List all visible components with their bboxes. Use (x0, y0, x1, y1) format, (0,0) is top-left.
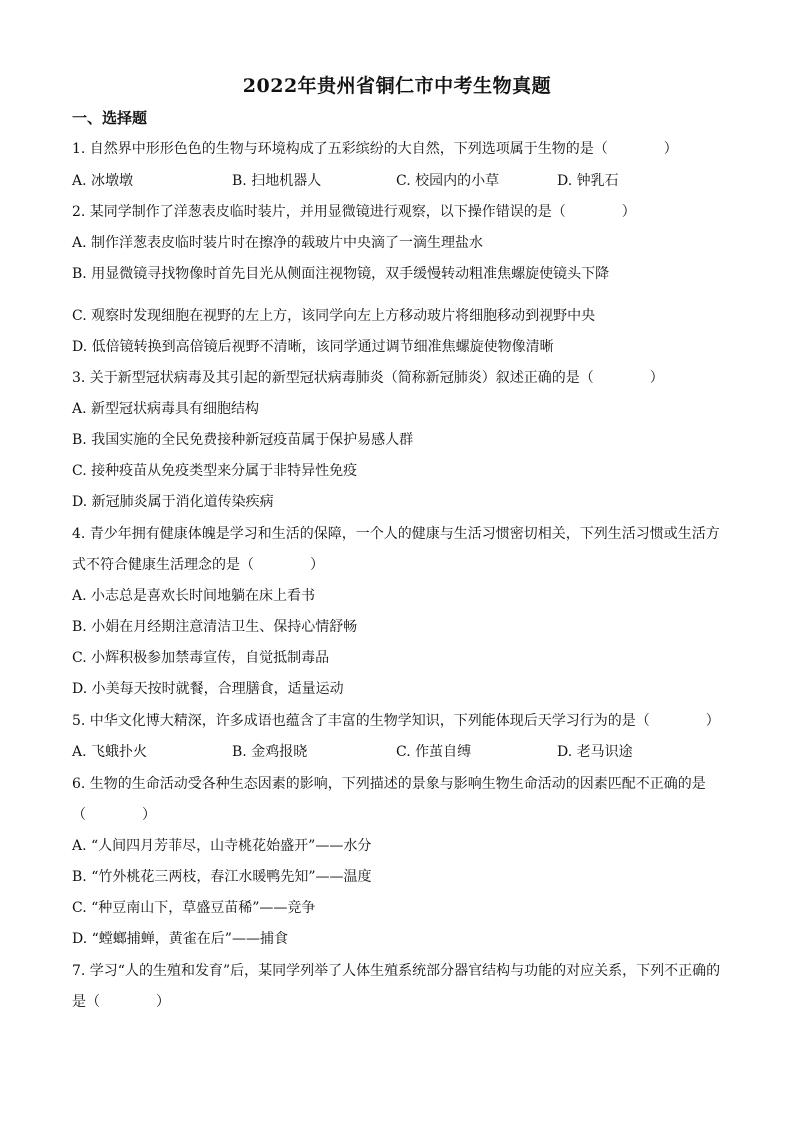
question-7-stem-line-2: 是（ ） (72, 994, 170, 1010)
question-4-option-c: C. 小辉积极参加禁毒宣传，自觉抵制毒品 (72, 650, 330, 666)
question-4-stem-line-1: 4. 青少年拥有健康体魄是学习和生活的保障，一个人的健康与生活习惯密切相关，下列生活习惯或生活方 (72, 526, 720, 542)
question-4-option-a: A. 小志总是喜欢长时间地躺在床上看书 (72, 588, 316, 604)
section-heading: 一、选择题 (72, 109, 148, 127)
question-2-stem: 2. 某同学制作了洋葱表皮临时装片，并用显微镜进行观察，以下操作错误的是（ ） (72, 204, 636, 220)
question-6-stem-line-1: 6. 生物的生命活动受各种生态因素的影响，下列描述的景象与影响生物生命活动的因素匹配不正确的是 (72, 776, 706, 792)
question-5-stem: 5. 中华文化博大精深，许多成语也蕴含了丰富的生物学知识，下列能体现后天学习行为的是（ ） (72, 713, 720, 729)
question-4-stem-line-2: 式不符合健康生活理念的是（ ） (72, 557, 324, 573)
question-2-option-d: D. 低倍镜转换到高倍镜后视野不清晰，该同学通过调节细准焦螺旋使物像清晰 (72, 339, 554, 355)
question-1-option-a: A. 冰墩墩 (72, 173, 134, 189)
question-1-stem: 1. 自然界中形形色色的生物与环境构成了五彩缤纷的大自然，下列选项属于生物的是（ ） (72, 141, 678, 157)
question-7-stem-line-1: 7. 学习“人的生殖和发育”后，某同学列举了人体生殖系统部分器官结构与功能的对应关系，下列不正确的 (72, 963, 721, 979)
question-3-option-d: D. 新冠肺炎属于消化道传染疾病 (72, 494, 274, 510)
page-title: 2022年贵州省铜仁市中考生物真题 (242, 75, 552, 97)
question-4-option-d: D. 小美每天按时就餐，合理膳食，适量运动 (72, 681, 344, 697)
question-6-option-a: A. “人间四月芳菲尽，山寺桃花始盛开”——水分 (72, 838, 372, 854)
question-3-stem: 3. 关于新型冠状病毒及其引起的新型冠状病毒肺炎（简称新冠肺炎）叙述正确的是（ ） (72, 370, 664, 386)
question-6-option-c: C. “种豆南山下，草盛豆苗稀”——竞争 (72, 900, 316, 916)
question-5-option-c: C. 作茧自缚 (396, 744, 472, 760)
question-3-option-c: C. 接种疫苗从免疫类型来分属于非特异性免疫 (72, 463, 358, 479)
question-4-option-b: B. 小娟在月经期注意清洁卫生、保持心情舒畅 (72, 619, 358, 635)
question-6-option-d: D. “螳螂捕蝉，黄雀在后”——捕食 (72, 931, 288, 947)
question-2-option-a: A. 制作洋葱表皮临时装片时在擦净的载玻片中央滴了一滴生理盐水 (72, 235, 484, 251)
question-2-option-b: B. 用显微镜寻找物像时首先目光从侧面注视物镜，双手缓慢转动粗准焦螺旋使镜头下降 (72, 266, 610, 282)
question-5-option-b: B. 金鸡报晓 (232, 744, 308, 760)
question-1-option-c: C. 校园内的小草 (396, 173, 500, 189)
question-3-option-b: B. 我国实施的全民免费接种新冠疫苗属于保护易感人群 (72, 432, 414, 448)
question-1-option-b: B. 扫地机器人 (232, 173, 322, 189)
question-1-option-d: D. 钟乳石 (557, 173, 619, 189)
question-5-option-d: D. 老马识途 (557, 744, 633, 760)
question-6-stem-line-2: （ ） (72, 807, 156, 823)
question-5-option-a: A. 飞蛾扑火 (72, 744, 148, 760)
question-6-option-b: B. “竹外桃花三两枝，春江水暖鸭先知”——温度 (72, 869, 372, 885)
question-3-option-a: A. 新型冠状病毒具有细胞结构 (72, 401, 260, 417)
question-2-option-c: C. 观察时发现细胞在视野的左上方，该同学向左上方移动玻片将细胞移动到视野中央 (72, 308, 596, 324)
